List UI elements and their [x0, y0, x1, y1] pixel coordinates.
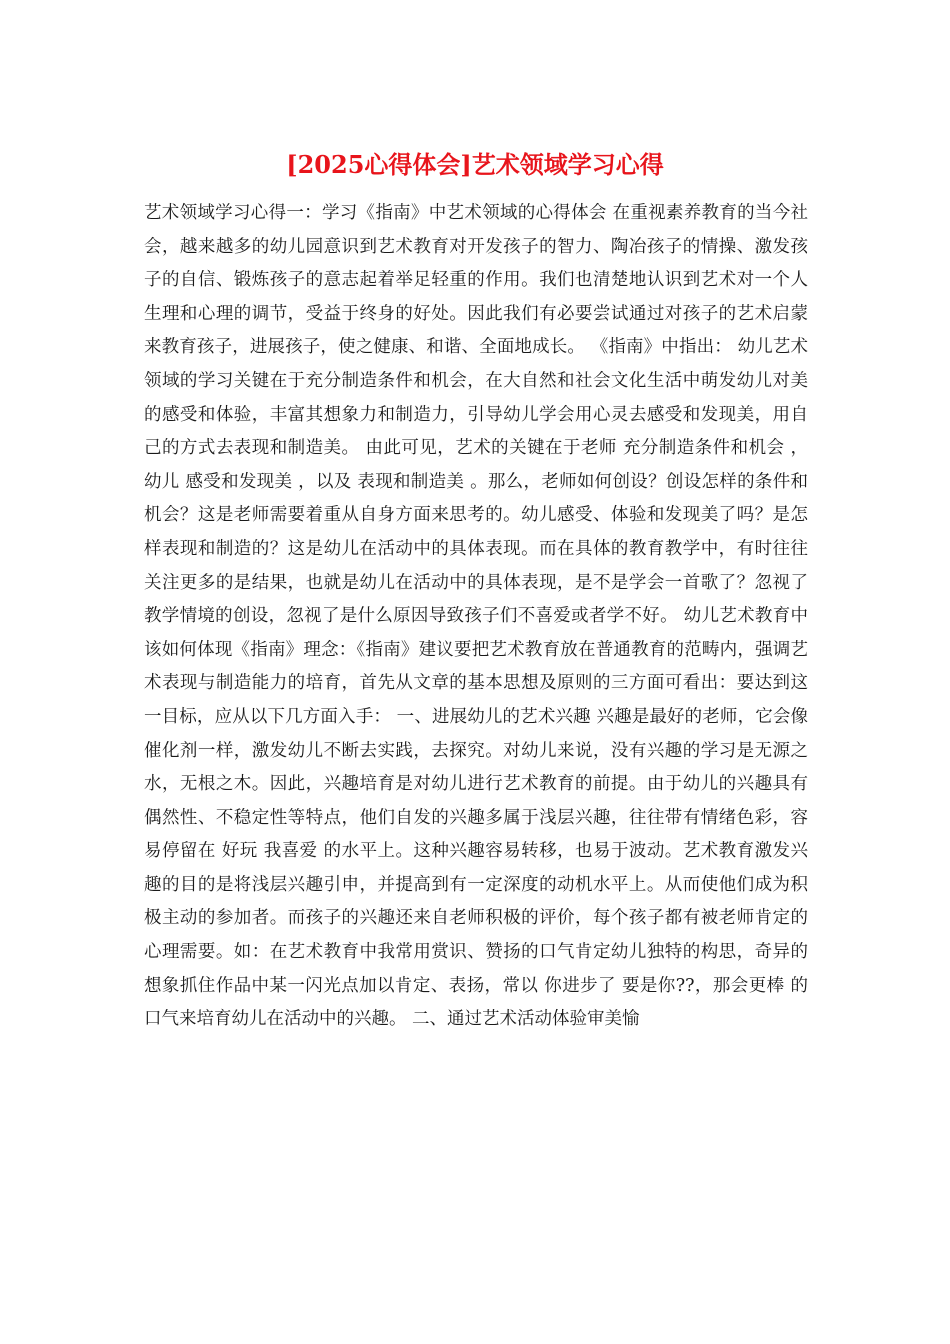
document-title: [2025心得体会]艺术领域学习心得 [286, 150, 664, 179]
document-body: 艺术领域学习心得一：学习《指南》中艺术领域的心得体会 在重视素养教育的当今社会，越来越多的幼儿园意识到艺术教育对开发孩子的智力、陶冶孩子的情操、激发孩子的自信、锻炼孩子的意志起着举足轻重的作用。我们也清楚地认识到艺术对一个人生理和心理的调节，受益于终身的好处。因此我们有必要尝试通过对孩子的艺术启蒙来教育孩子，进展孩子，使之健康、和谐、全面地成长。 《指南》中指出： 幼儿艺术领域的学习关键在于充分制造条件和机会，在大自然和社会文化生活中萌发幼儿对美的感受和体验，丰富其想象力和制造力，引导幼儿学会用心灵去感受和发现美，用自己的方式去表现和制造美。 由此可见，艺术的关键在于老师 充分制造条件和机会 ，幼儿 感受和发现美 ，以及 表现和制造美 。那么，老师如何创设？创设怎样的条件和机会？这是老师需要着重从自身方面来思考的。幼儿感受、体验和发现美了吗？是怎样表现和制造的？这是幼儿在活动中的具体表现。而在具体的教育教学中，有时往往关注更多的是结果，也就是幼儿在活动中的具体表现，是不是学会一首歌了？忽视了教学情境的创设，忽视了是什么原因导致孩子们不喜爱或者学不好。 幼儿艺术教育中该如何体现《指南》理念：《指南》建议要把艺术教育放在普通教育的范畴内，强调艺术表现与制造能力的培育，首先从文章的基本思想及原则的三方面可看出：要达到这一目标，应从以下几方面入手： 一、进展幼儿的艺术兴趣 兴趣是最好的老师，它会像催化剂一样，激发幼儿不断去实践，去探究。对幼儿来说，没有兴趣的学习是无源之水，无根之木。因此，兴趣培育是对幼儿进行艺术教育的前提。由于幼儿的兴趣具有偶然性、不稳定性等特点，他们自发的兴趣多属于浅层兴趣，往往带有情绪色彩，容易停留在 好玩 我喜爱 的水平上。这种兴趣容易转移，也易于波动。艺术教育激发兴趣的目的是将浅层兴趣引申，并提高到有一定深度的动机水平上。从而使他们成为积极主动的参加者。而孩子的兴趣还来自老师积极的评价，每个孩子都有被老师肯定的心理需要。如：在艺术教育中我常用赏识、赞扬的口气肯定幼儿独特的构思，奇异的想象抓住作品中某一闪光点加以肯定、表扬，常以 你进步了 要是你??，那会更棒 的口气来培育幼儿在活动中的兴趣。 二、通过艺术活动体验审美愉 [144, 203, 808, 1030]
